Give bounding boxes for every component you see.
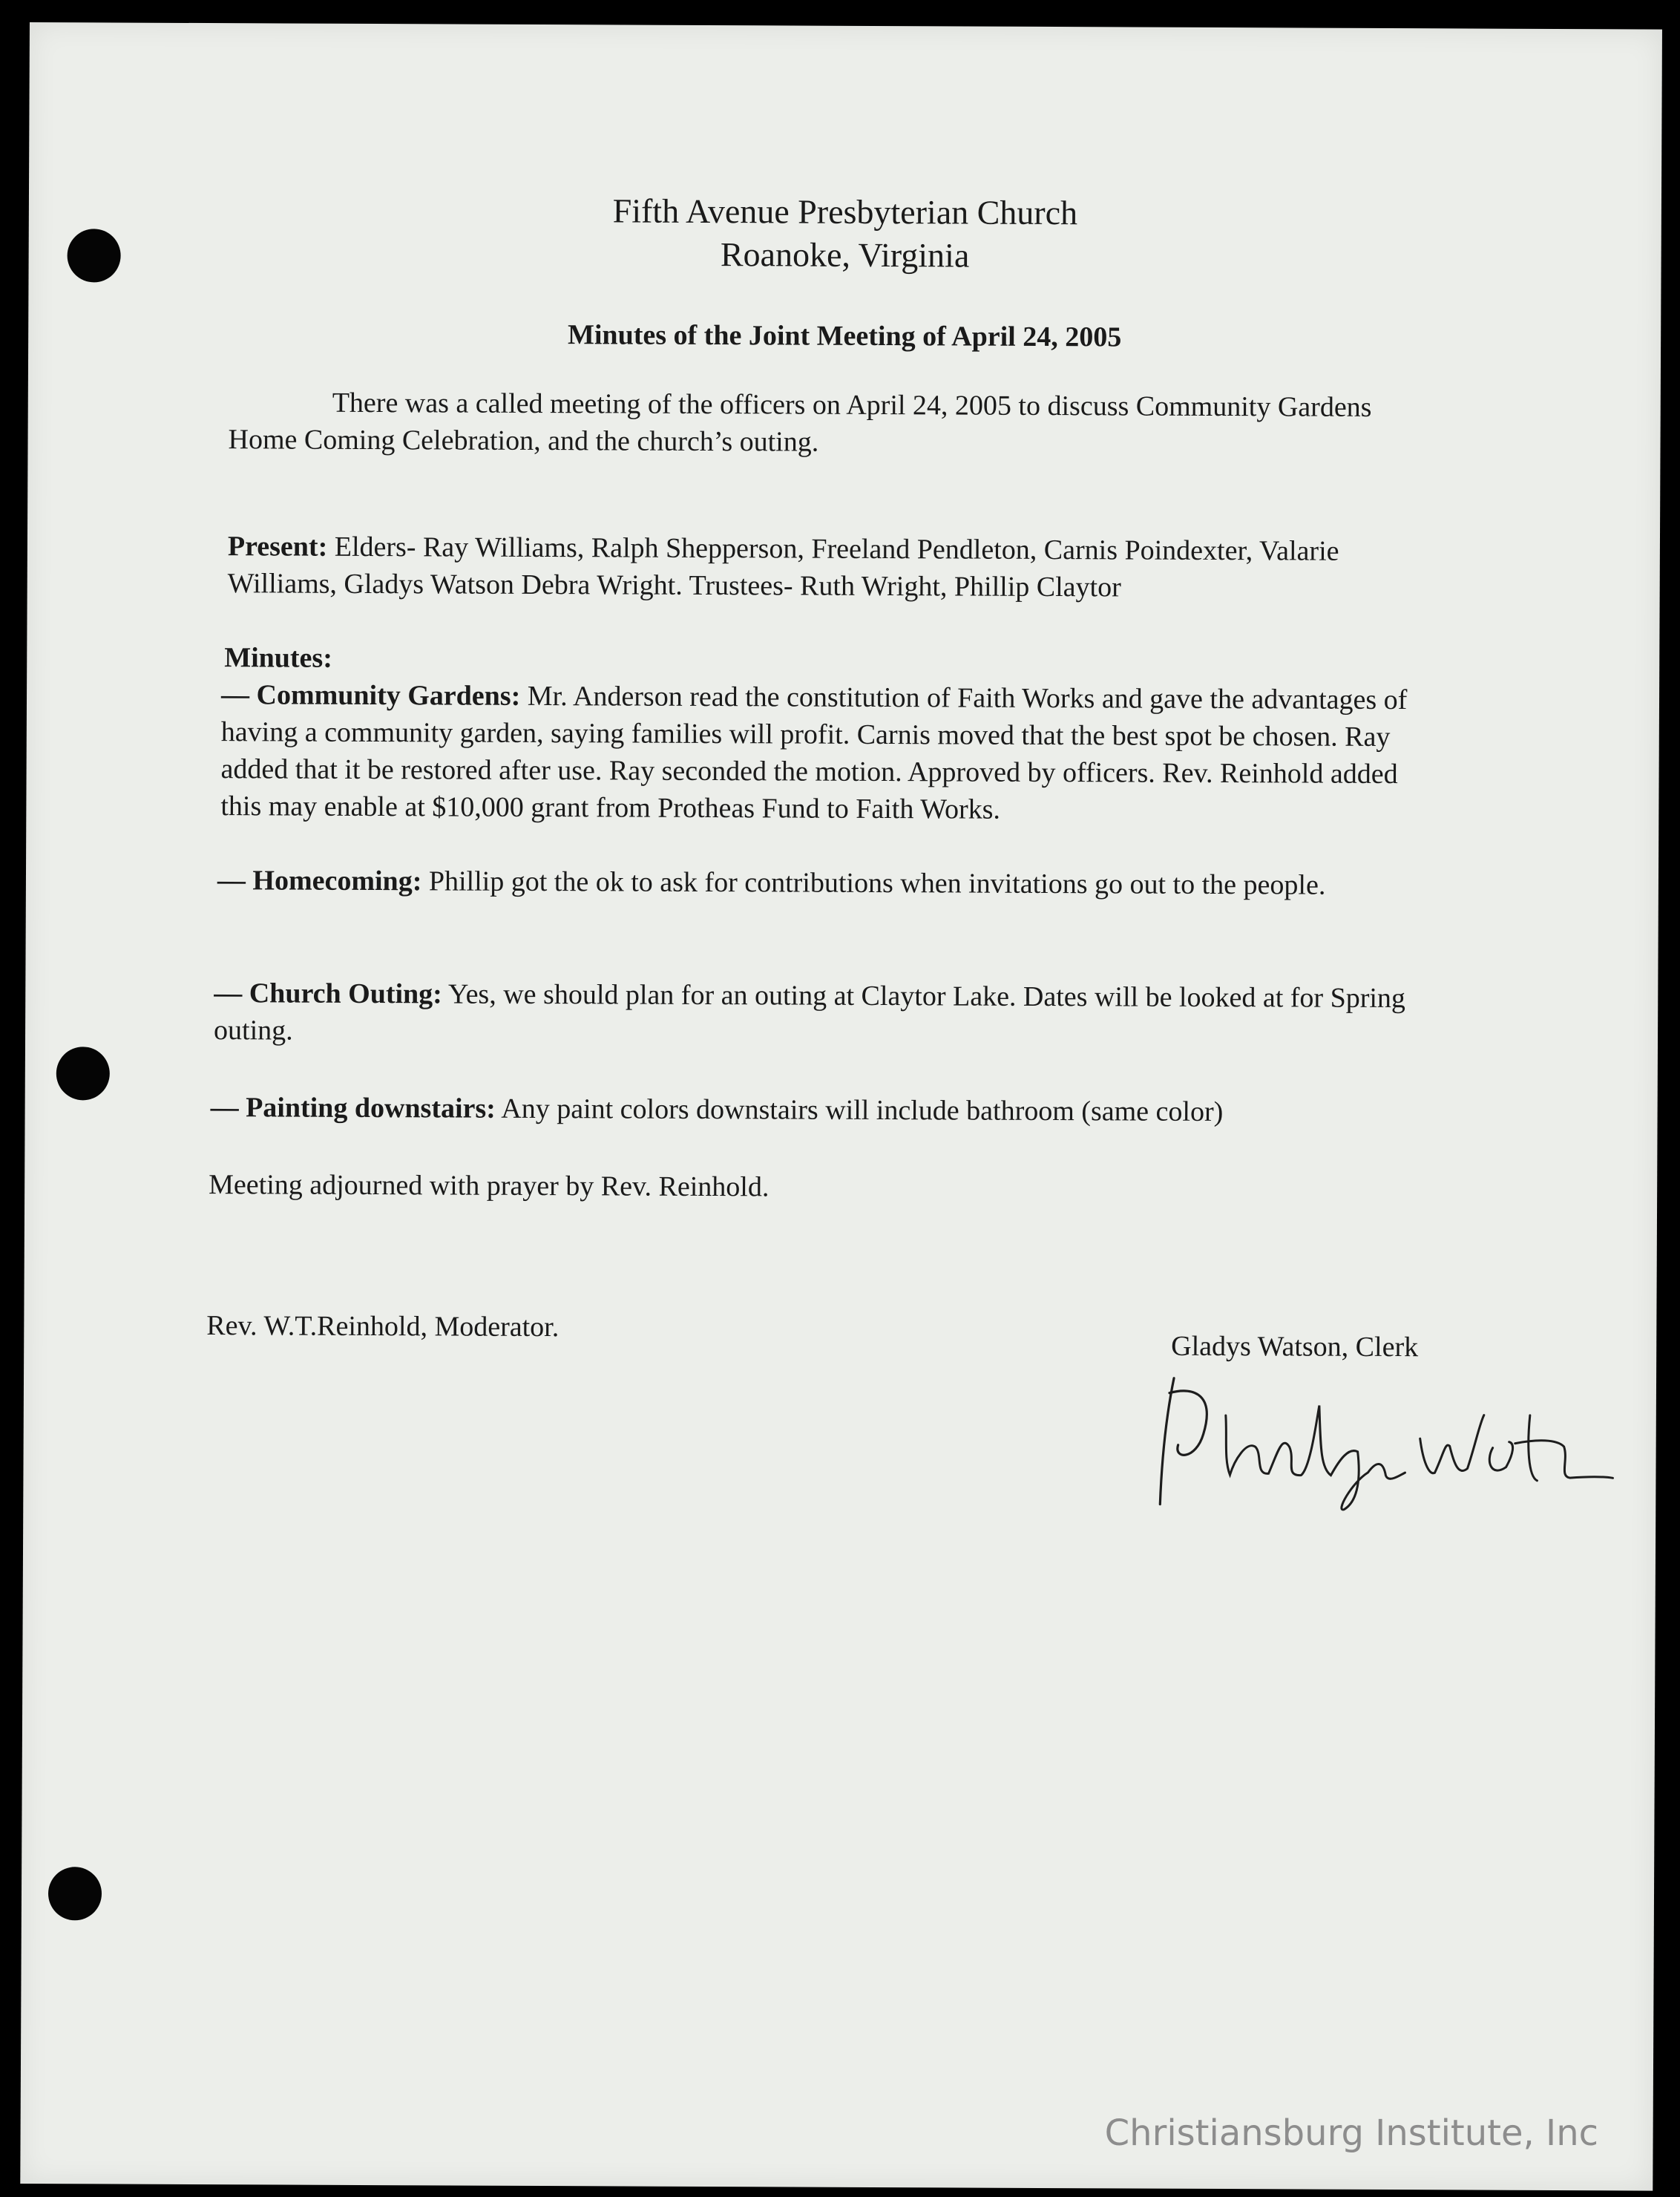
item-text: Yes, we should plan for an outing at Claytor Lake. Dates will be looked at for Spring outing. xyxy=(213,978,1406,1047)
watermark: Christiansburg Institute, Inc xyxy=(1104,2112,1598,2154)
clerk-line: Gladys Watson, Clerk xyxy=(1171,1330,1419,1363)
item-community-gardens xyxy=(220,676,1438,830)
document-page xyxy=(20,22,1662,2191)
item-label: — Painting downstairs: xyxy=(210,1092,496,1124)
present-text: Elders- Ray Williams, Ralph Shepperson, Freeland Pendleton, Carnis Poindexter, Valarie Williams, Gladys Watson Debra Wright. Trustees- Ruth Wright, Phillip Claytor xyxy=(227,531,1339,603)
minutes-label: Minutes: xyxy=(224,642,333,674)
punch-hole-middle xyxy=(56,1047,110,1100)
item-label: — Homecoming: xyxy=(217,865,422,897)
present-label: Present: xyxy=(227,531,328,563)
item-label: — Church Outing: xyxy=(214,978,442,1010)
item-label: — Community Gardens: xyxy=(220,679,521,712)
signature-graphic xyxy=(1143,1363,1619,1514)
punch-hole-bottom xyxy=(48,1867,102,1920)
item-text: Phillip got the ok to ask for contributions when invitations go out to the people. xyxy=(428,865,1326,901)
document-title: Minutes of the Joint Meeting of April 24, 2005 xyxy=(567,319,1122,353)
item-painting-downstairs xyxy=(211,1089,1428,1131)
present-paragraph xyxy=(228,528,1445,607)
item-text: Mr. Anderson read the constitution of Faith Works and gave the advantages of having a community garden, saying families will profit. Carnis moved that the best spot be chosen. Ray added that it be restored after use. Ray seconded the motion. Approved by officers. Rev. Reinhold added this may enable at $10,000 grant from Protheas Fund to Faith Works. xyxy=(220,680,1408,825)
moderator-line: Rev. W.T.Reinhold, Moderator. xyxy=(206,1310,560,1343)
item-church-outing xyxy=(214,975,1431,1054)
church-name: Fifth Avenue Presbyterian Church xyxy=(612,191,1078,232)
item-homecoming xyxy=(217,862,1434,904)
church-location: Roanoke, Virginia xyxy=(720,235,970,275)
item-text: Any paint colors downstairs will include bathroom (same color) xyxy=(501,1093,1224,1128)
closing-line: Meeting adjourned with prayer by Rev. Reinhold. xyxy=(209,1169,770,1203)
letterhead xyxy=(29,187,1661,281)
intro-paragraph: There was a called meeting of the officers on April 24, 2005 to discuss Community Gardens Home Coming Celebration, and the church’s outing. xyxy=(228,387,1372,458)
